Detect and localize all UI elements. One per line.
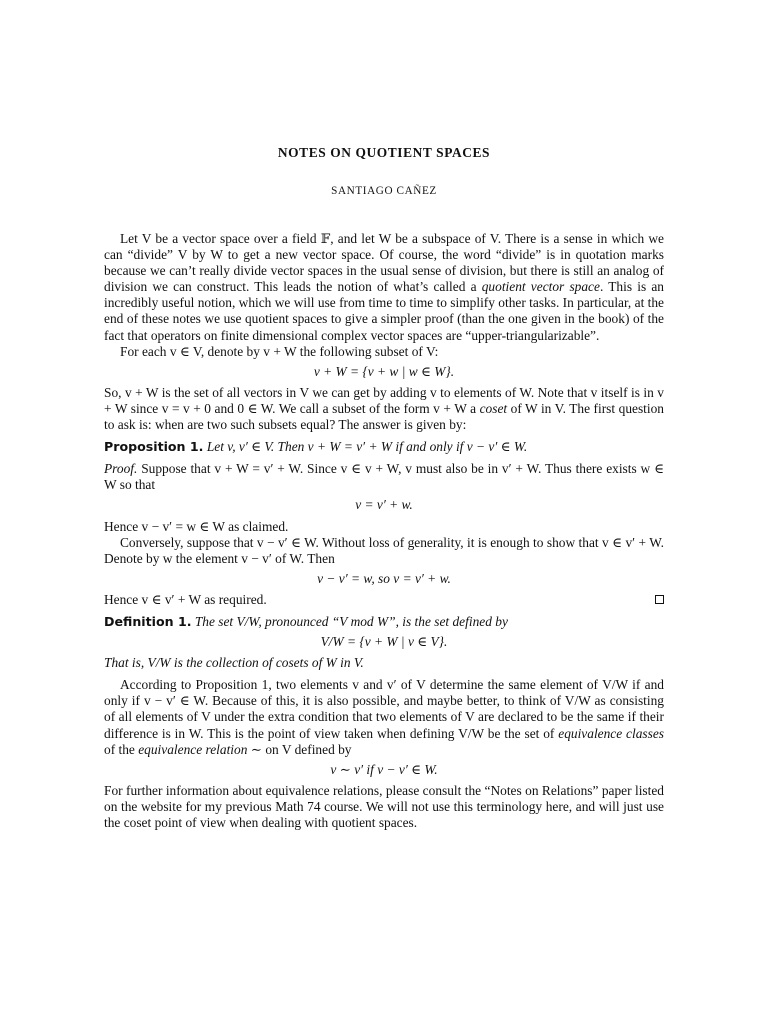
according-paragraph	[104, 677, 664, 757]
coset-term: coset	[479, 400, 508, 416]
definition-after: That is, V/W is the collection of cosets of W in V.	[104, 655, 364, 671]
proposition-text: Let v, v′ ∈ V. Then v + W = v′ + W if and only if v − v′ ∈ W.	[203, 439, 528, 455]
proposition-1	[104, 439, 664, 455]
intro-text: Let V be a vector space over a field 𝔽, and let W be a subspace of V. There is a sense in which we can “divide” V by W to get a new vector space. Of course, the word “divide” is in quotation marks because we can’t really divide vector spaces in the usual sense of division, but there is still an analog of division we can construct. This leads the notion of what’s called a	[104, 231, 664, 295]
definition-label: Definition 1.	[104, 613, 192, 629]
paper-title: NOTES ON QUOTIENT SPACES	[277, 145, 491, 160]
intro-term: quotient vector space	[481, 279, 600, 295]
further-paragraph: For further information about equivalence relations, please consult the “Notes on Relations” paper listed on the website for my previous Math 74 course. We will not use this terminology here, and will just use the coset point of view when dealing with quotient spaces.	[104, 782, 664, 830]
coset-intro: For each v ∈ V, denote by v + W the following subset of V:	[120, 343, 439, 359]
proof-hence-2	[104, 592, 664, 608]
according-term-1: equivalence classes	[558, 725, 664, 741]
proof-text: Suppose that v + W = v′ + W. Since v ∈ v + W, v must also be in v′ + W. Thus there exists w ∈ W so that	[104, 461, 664, 493]
paper-author: SANTIAGO CAÑEZ	[331, 185, 437, 197]
proof-equation-2: v − v′ = w, so v = v′ + w.	[317, 570, 451, 586]
coset-paragraph	[104, 385, 664, 433]
coset-text-end: of W in V. The first question to ask is: when are two such subsets equal? The answer is given by:	[104, 400, 665, 433]
equivalence-equation: v ∼ v′ if v − v′ ∈ W.	[330, 761, 438, 777]
according-text: According to Proposition 1, two elements v and v′ of V determine the same element of V/W if and only if v − v′ ∈ W. Because of this, it is also possible, and maybe better, to think of V/W as consisting of all elements of V under the extra condition that two elements of V are declared to be the same if their difference is in W. This is the point of view taken when defining V/W be the set of	[104, 677, 664, 741]
definition-1	[104, 614, 664, 630]
coset-text: So, v + W is the set of all vectors in V we can get by adding v to elements of W. Note that v itself is in v + W since v = v + 0 and 0 ∈ W. We call a subset of the form v + W a	[104, 384, 664, 416]
according-term-2: equivalence relation	[138, 741, 248, 757]
proof-paragraph	[104, 461, 664, 493]
intro-paragraph	[104, 231, 664, 344]
proposition-label: Proposition 1.	[104, 439, 204, 455]
definition-text: The set V/W, pronounced “V mod W”, is the set defined by	[191, 613, 508, 629]
coset-equation: v + W = {v + w | w ∈ W}.	[313, 363, 455, 379]
proof-label: Proof.	[104, 461, 138, 477]
intro-text-end: . This is an incredibly useful notion, which we will use from time to time to simplify other tasks. In particular, at the end of these notes we use quotient spaces to give a simpler proof (than the one given in the book) of the fact that operators on finite dimensional complex vector spaces are “upper-triangularizable”.	[104, 279, 665, 343]
proof-converse: Conversely, suppose that v − v′ ∈ W. Without loss of generality, it is enough to show that v ∈ v′ + W. Denote by w the element v − v′ of W. Then	[104, 534, 664, 566]
proof-equation-1: v = v′ + w.	[355, 497, 413, 513]
proof-hence-2-text: Hence v ∈ v′ + W as required.	[104, 591, 267, 607]
according-end: ∼ on V defined by	[247, 741, 352, 757]
definition-equation: V/W = {v + W | v ∈ V}.	[320, 634, 448, 650]
qed-square-icon	[655, 595, 664, 604]
proof-hence-1: Hence v − v′ = w ∈ W as claimed.	[104, 518, 289, 534]
according-mid: of the	[104, 741, 139, 757]
